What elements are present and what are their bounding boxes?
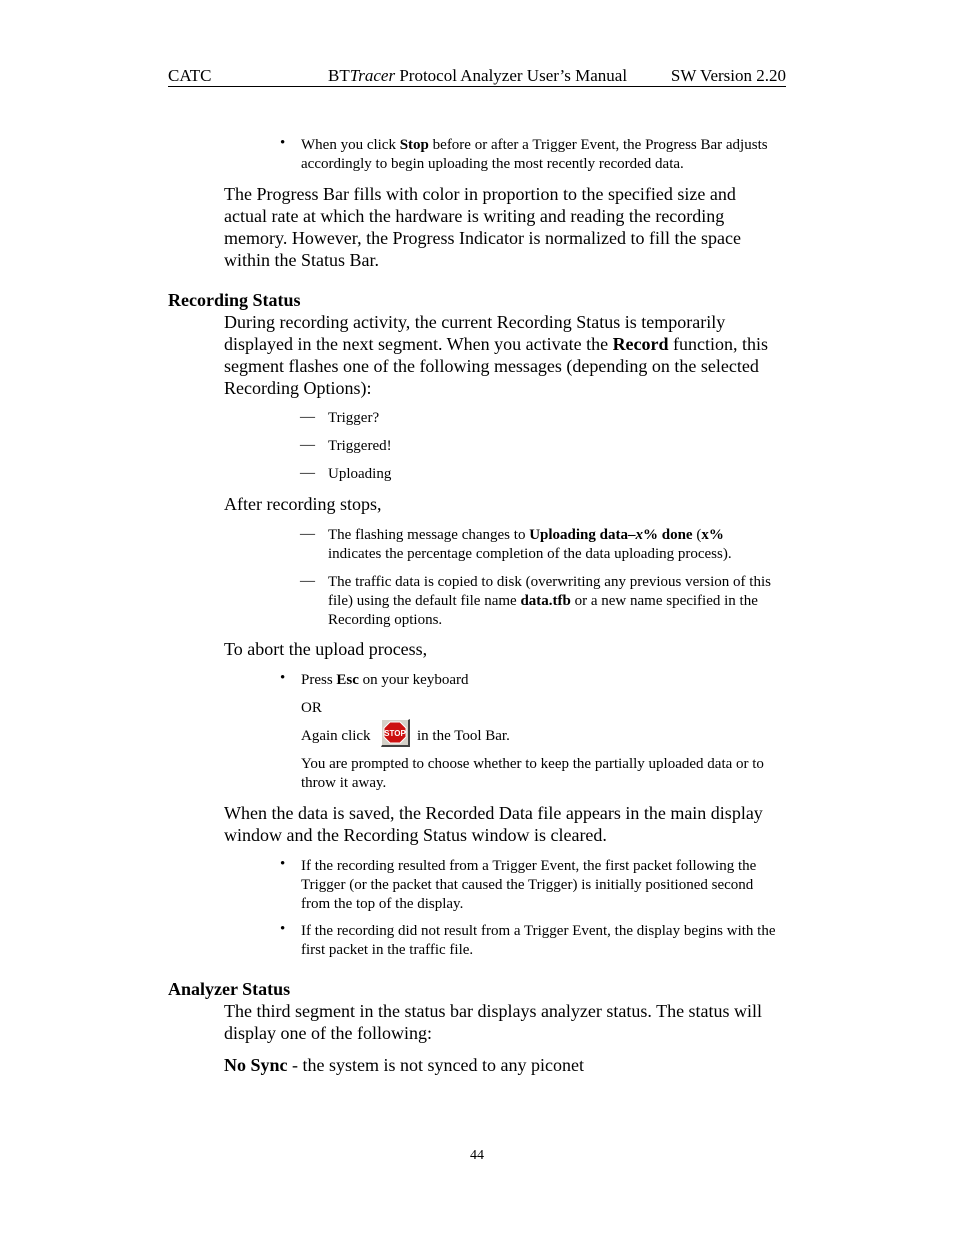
no-trigger-bullet: If the recording did not result from a Trigger Event, the display begins with the first packet in the traffic file. — [301, 923, 776, 958]
dash-glyph: — — [300, 437, 315, 453]
bullet-glyph: • — [280, 856, 286, 872]
message-triggered: Triggered! — [328, 438, 392, 454]
after-recording-stops: After recording stops, — [224, 494, 382, 514]
recording-status-paragraph: During recording activity, the current Recording Status is temporarily displayed in the next segment. When you activate the Record function, this segment flashes one of the following messages (depending on the selected Recording Options): — [224, 312, 769, 398]
page-number: 44 — [470, 1148, 484, 1163]
bullet-glyph: • — [280, 135, 286, 151]
press-esc-item: Press Esc on your keyboard — [301, 672, 469, 688]
analyzer-status-heading: Analyzer Status — [168, 979, 291, 999]
upload-message-item: The flashing message changes to Uploading data–x% done (x% indicates the percentage completion of the data uploading process). — [328, 527, 732, 562]
again-click-text: Again click — [301, 728, 371, 744]
prompt-text: You are prompted to choose whether to keep the partially uploaded data or to throw it away. — [301, 756, 764, 791]
analyzer-status-paragraph: The third segment in the status bar displays analyzer status. The status will display one of the following: — [224, 1001, 763, 1043]
dash-glyph: — — [300, 573, 315, 589]
header-title: BTTracer Protocol Analyzer User’s Manual — [328, 66, 628, 85]
progress-bar-paragraph: The Progress Bar fills with color in proportion to the specified size and actual rate at which the hardware is writing and reading the recording memory. However, the Progress Indicator is normalized to fill the space within the Status Bar. — [224, 184, 741, 270]
dash-glyph: — — [300, 465, 315, 481]
stop-sign-icon — [382, 720, 408, 745]
dash-glyph: — — [300, 526, 315, 542]
data-saved-paragraph: When the data is saved, the Recorded Data file appears in the main display window and the Recording Status window is cleared. — [224, 803, 763, 845]
dash-glyph: — — [300, 409, 315, 425]
stop-button[interactable] — [381, 719, 410, 747]
or-text: OR — [301, 700, 322, 716]
header-version: SW Version 2.20 — [670, 66, 786, 85]
recording-status-heading: Recording Status — [168, 290, 301, 310]
page-header — [168, 64, 786, 87]
bullet-stop-progress: When you click Stop before or after a Trigger Event, the Progress Bar adjusts accordingly to begin uploading the most recently recorded data. — [301, 137, 768, 172]
trigger-event-bullet: If the recording resulted from a Trigger Event, the first packet following the Trigger (or the packet that caused the Trigger) is initially positioned second from the top of the display. — [301, 858, 757, 912]
no-sync-line: No Sync - the system is not synced to any piconet — [224, 1055, 584, 1075]
bullet-glyph: • — [280, 921, 286, 937]
message-uploading: Uploading — [328, 466, 392, 482]
header-company: CATC — [168, 66, 212, 85]
tool-bar-text: in the Tool Bar. — [417, 728, 510, 744]
abort-intro: To abort the upload process, — [224, 639, 428, 659]
stop-label: STOP — [384, 729, 406, 738]
bullet-glyph: • — [280, 670, 286, 686]
message-trigger: Trigger? — [328, 410, 380, 426]
traffic-copied-item: The traffic data is copied to disk (overwriting any previous version of this file) using the default file name data.tfb or a new name specified in the Recording options. — [328, 574, 771, 628]
